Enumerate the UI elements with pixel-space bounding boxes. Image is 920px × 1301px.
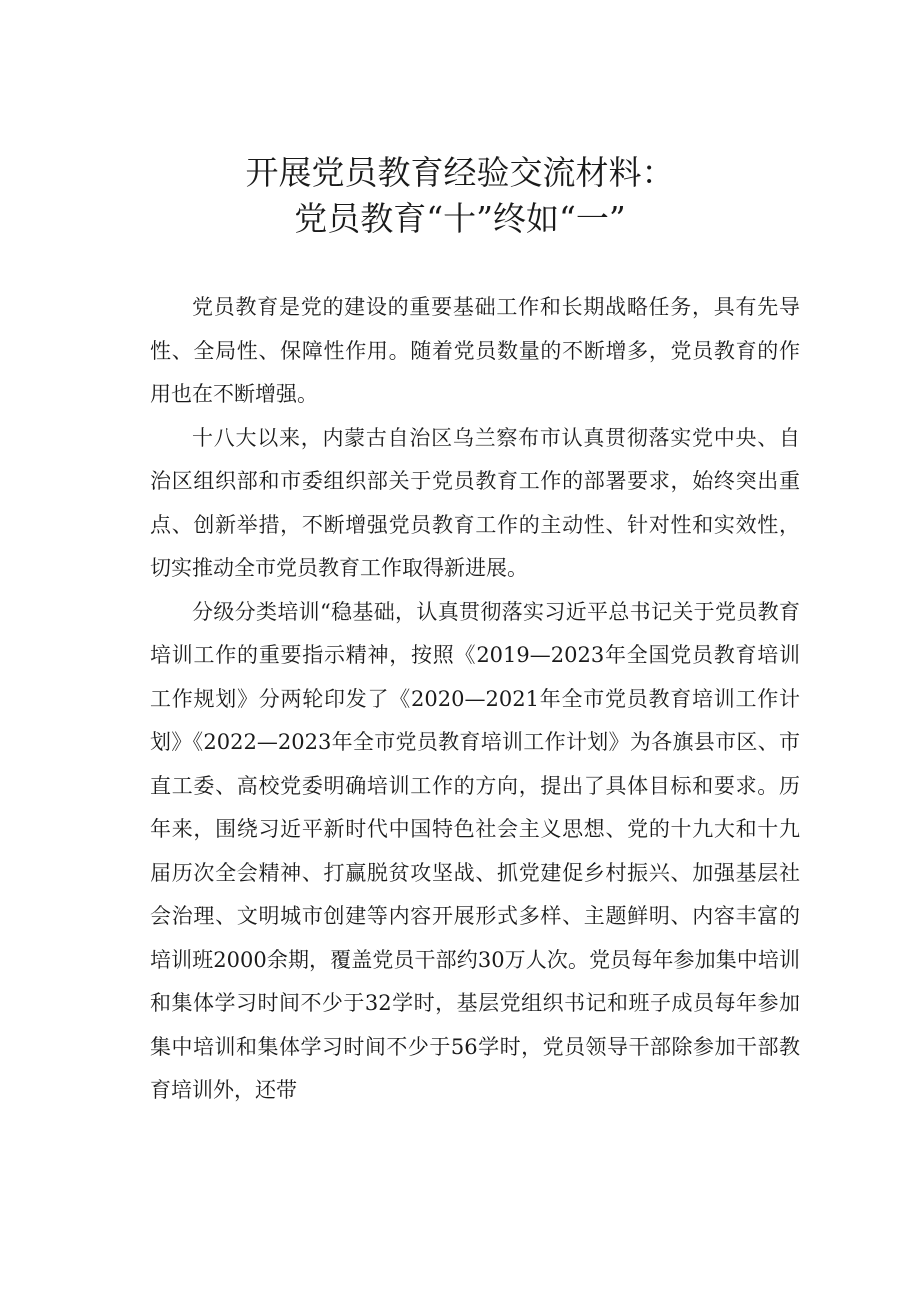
paragraph-1: 党员教育是党的建设的重要基础工作和长期战略任务，具有先导性、全局性、保障性作用。随着党员数量的不断增多，党员教育的作用也在不断增强。 (150, 295, 800, 406)
paragraph-3: 分级分类培训“稳基础，认真贯彻落实习近平总书记关于党员教育培训工作的重要指示精神，按照《2019—2023年全国党员教育培训工作规划》分两轮印发了《2020—2021年全市党员教育培训工作计划》《2022—2023年全市党员教育培训工作计划》为各旗县市区、市直工委、高校党委明确培训工作的方向，提出了具体目标和要求。历年来，围绕习近平新时代中国特色社会主义思想、党的十九大和十九届历次全会精神、打赢脱贫攻坚战、抓党建促乡村振兴、加强基层社会治理、文明城市创建等内容开展形式多样、主题鲜明、内容丰富的培训班2000余期，覆盖党员干部约30万人次。党员每年参加集中培训和集体学习时间不少于32学时，基层党组织书记和班子成员每年参加集中培训和集体学习时间不少于56学时，党员领导干部除参加干部教育培训外，还带 (150, 599, 800, 1102)
paragraph-2: 十八大以来，内蒙古自治区乌兰察布市认真贯彻落实党中央、自治区组织部和市委组织部关于党员教育工作的部署要求，始终突出重点、创新举措，不断增强党员教育工作的主动性、针对性和实效性，切实推动全市党员教育工作取得新进展。 (150, 425, 800, 580)
title-line-2: 党员教育“十”终如“一” (294, 199, 626, 238)
title-line-1: 开展党员教育经验交流材料： (245, 153, 675, 192)
document-body (150, 286, 800, 1113)
document-title (0, 150, 920, 242)
